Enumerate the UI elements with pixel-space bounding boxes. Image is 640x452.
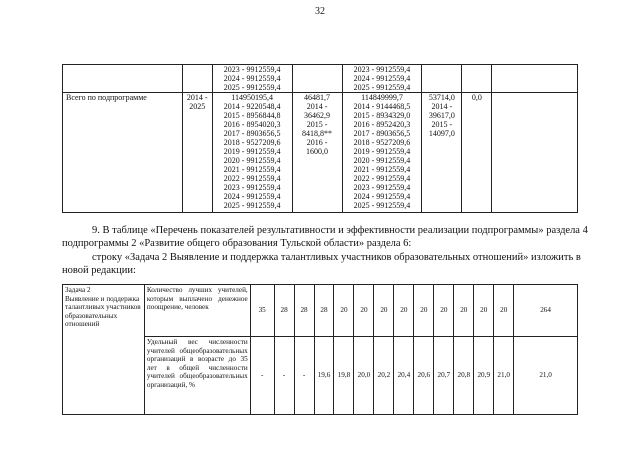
value-cell: 20,4: [394, 337, 414, 415]
table-row-continuation: [63, 65, 578, 93]
task-cell: Задача 2 Выявление и поддержка талантливых участников образовательных отношений: [63, 285, 145, 415]
value-cell: 28: [274, 285, 294, 337]
target-value-cell: 264: [514, 285, 578, 337]
value-cell: 20: [454, 285, 474, 337]
value-cell: 20,7: [434, 337, 454, 415]
table-cell: [492, 65, 578, 93]
funding-table: [62, 64, 578, 213]
value-cell: 20,9: [474, 337, 494, 415]
value-cell: 20: [374, 285, 394, 337]
value-cell: 21,0: [494, 337, 514, 415]
value-cell: 20: [474, 285, 494, 337]
table-cell: [462, 65, 492, 93]
table-cell: [492, 93, 578, 213]
page-number: 32: [315, 6, 325, 17]
value-cell: 20: [394, 285, 414, 337]
table-cell: [182, 65, 212, 93]
value-cell: 20,2: [374, 337, 394, 415]
table-cell-other: 0,0: [462, 93, 492, 213]
table-cell-local: 53714,0 2014 - 39617,0 2015 - 14097,0: [422, 93, 462, 213]
value-cell: 20: [414, 285, 434, 337]
paragraph-9-line-1: 9. В таблице «Перечень показателей результативности и эффективности реализации подпрограммы» раздела 4: [92, 225, 588, 236]
table-row-total: [63, 93, 578, 213]
value-cell: -: [274, 337, 294, 415]
table-cell: [422, 65, 462, 93]
table-cell: [292, 65, 342, 93]
table-cell: [63, 65, 183, 93]
value-cell: 35: [250, 285, 274, 337]
value-cell: 20: [334, 285, 354, 337]
indicators-table: [62, 284, 578, 415]
value-cell: 28: [314, 285, 334, 337]
value-cell: 28: [294, 285, 314, 337]
value-cell: 19,6: [314, 337, 334, 415]
table-cell-total-by-year: 2023 - 9912559,4 2024 - 9912559,4 2025 - 9912559,4: [212, 65, 292, 93]
value-cell: 20: [434, 285, 454, 337]
value-cell: 19,8: [334, 337, 354, 415]
value-cell: -: [294, 337, 314, 415]
value-cell: 20,6: [414, 337, 434, 415]
value-cell: 20: [494, 285, 514, 337]
value-cell: 20,8: [454, 337, 474, 415]
table-cell-budget-by-year: 114849999,7 2014 - 9144468,5 2015 - 8934329,0 2016 - 8952420,3 2017 - 8903656,5 2018 - 9527209,6 2019 - 9912559,4 2020 - 9912559,4 2021 - 9912559,4 2022 - 9912559,4 2023 - 9912559,4 2024 - 9912559,4 2025 - 9912559,4: [342, 93, 422, 213]
table-cell-federal: 46481,7 2014 - 36462,9 2015 - 8418,8** 2016 - 1600,0: [292, 93, 342, 213]
table-cell-budget-by-year: 2023 - 9912559,4 2024 - 9912559,4 2025 - 9912559,4: [342, 65, 422, 93]
indicator-name-cell: Количество лучших учителей, которым выплачено денежное поощрение, человек: [144, 285, 250, 337]
table-cell-period: 2014 - 2025: [182, 93, 212, 213]
table-row-indicator-1: [63, 285, 578, 337]
value-cell: 20,0: [354, 337, 374, 415]
target-value-cell: 21,0: [514, 337, 578, 415]
paragraph-instruction-line-1: строку «Задача 2 Выявление и поддержка талантливых участников образовательных отношений» изложить в: [92, 252, 581, 263]
paragraph-9-line-2: подпрограммы 2 «Развитие общего образования Тульской области» раздела 6:: [62, 238, 412, 249]
table-cell-total-by-year: 114950195,4 2014 - 9220548,4 2015 - 8956844,8 2016 - 8954020,3 2017 - 8903656,5 2018 - 9527209,6 2019 - 9912559,4 2020 - 9912559,4 2021 - 9912559,4 2022 - 9912559,4 2023 - 9912559,4 2024 - 9912559,4 2025 - 9912559,4: [212, 93, 292, 213]
value-cell: 20: [354, 285, 374, 337]
row-label-total: Всего по подпрограмме: [63, 93, 183, 213]
value-cell: -: [250, 337, 274, 415]
indicator-name-cell: Удельный вес численности учителей общеобразовательных организаций в возрасте до 35 лет в общей численности учителей общеобразовательных организаций, %: [144, 337, 250, 415]
paragraph-instruction-line-2: новой редакции:: [62, 265, 136, 276]
